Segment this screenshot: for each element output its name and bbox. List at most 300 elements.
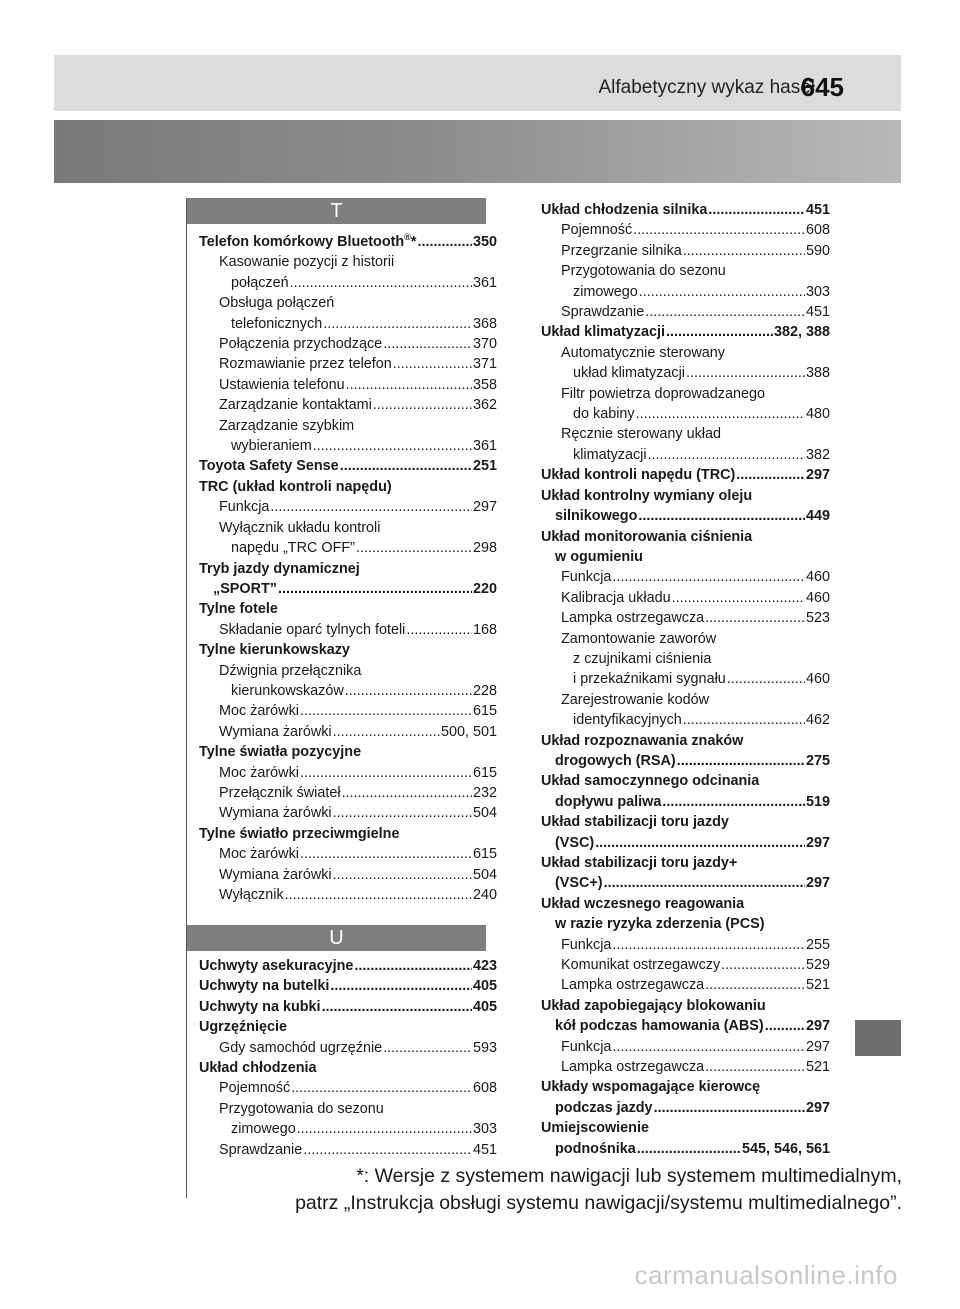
page-reference: 297 — [805, 834, 830, 851]
page-reference: 529 — [805, 957, 830, 974]
index-entry — [199, 865, 497, 885]
entry-label: Układ rozpoznawania znaków — [541, 732, 744, 749]
entry-label: Sprawdzanie — [561, 304, 645, 321]
page-reference: 358 — [472, 376, 497, 393]
index-entry — [199, 1119, 497, 1139]
index-column-right — [541, 200, 830, 1159]
index-entry — [541, 465, 830, 485]
page-reference: 500, 501 — [440, 723, 497, 740]
page-reference: 593 — [472, 1039, 497, 1056]
page-reference: 297 — [805, 1099, 830, 1116]
entry-label: TRC (układ kontroli napędu) — [199, 478, 392, 495]
page-reference: 168 — [472, 621, 497, 638]
entry-label: Tryb jazdy dynamicznej — [199, 560, 360, 577]
page-reference: 615 — [472, 764, 497, 781]
entry-label: w ogumieniu — [555, 548, 643, 565]
entry-label: układ klimatyzacji — [573, 365, 685, 382]
entry-label: Wyłącznik — [219, 887, 284, 903]
leader-dots — [765, 1016, 805, 1036]
leader-dots — [333, 865, 472, 885]
index-entry — [541, 241, 830, 261]
entry-label: Połączenia przychodzące — [219, 336, 383, 353]
entry-label: Funkcja — [561, 936, 612, 953]
index-entry — [541, 343, 830, 363]
entry-label: Moc żarówki — [219, 703, 299, 720]
index-entry — [541, 649, 830, 669]
index-entry — [199, 976, 497, 996]
index-entry — [541, 588, 830, 608]
entry-label: Wymiana żarówki — [219, 866, 332, 883]
index-entry — [199, 620, 497, 640]
page-reference: 275 — [805, 752, 830, 769]
index-entry — [541, 322, 830, 342]
entry-label: Pojemność — [219, 1080, 291, 1097]
entry-label: i przekaźnikami sygnału — [573, 671, 726, 688]
leader-dots — [291, 1078, 472, 1098]
page-reference: 451 — [805, 304, 830, 321]
leader-dots — [300, 763, 472, 783]
page-reference: 220 — [472, 580, 497, 597]
page-reference: 303 — [472, 1121, 497, 1138]
leader-dots — [683, 241, 805, 261]
leader-dots — [705, 608, 805, 628]
entry-label: Dźwignia przełącznika — [219, 662, 362, 679]
index-entry — [541, 894, 830, 914]
page-reference: 615 — [472, 846, 497, 863]
entry-label: Układ monitorowania ciśnienia — [541, 528, 753, 545]
leader-dots — [383, 334, 472, 354]
page-reference: 371 — [472, 356, 497, 373]
leader-dots — [300, 701, 472, 721]
index-entry — [541, 629, 830, 649]
entry-label: Wymiana żarówki — [219, 723, 332, 740]
leader-dots — [648, 445, 805, 465]
leader-dots — [708, 200, 805, 220]
entry-label: kierunkowskazów — [231, 682, 344, 699]
leader-dots — [406, 620, 472, 640]
index-entry — [541, 506, 830, 526]
entry-label: Tylne fotele — [199, 601, 278, 618]
entry-label: Obsługa połączeń — [219, 295, 335, 312]
entry-label: Gdy samochód ugrzęźnie — [219, 1039, 383, 1056]
entry-label: Układy wspomagające kierowcę — [541, 1079, 761, 1096]
index-entry — [541, 1057, 830, 1077]
index-entry — [199, 1058, 497, 1078]
index-column-u — [199, 956, 497, 1160]
leader-dots — [285, 885, 472, 905]
page-reference: 361 — [472, 438, 497, 455]
leader-dots — [672, 588, 805, 608]
index-entry — [541, 833, 830, 853]
page-reference: 523 — [805, 610, 830, 627]
index-entry — [199, 681, 497, 701]
entry-label: Układ klimatyzacji — [541, 324, 665, 341]
entry-label: silnikowego — [555, 508, 638, 525]
index-entry — [199, 803, 497, 823]
entry-label: klimatyzacji — [573, 446, 647, 463]
entry-label: Przygotowania do sezonu — [219, 1100, 384, 1117]
leader-dots — [333, 803, 472, 823]
index-entry — [541, 996, 830, 1016]
index-entry — [199, 273, 497, 293]
page-reference: 423 — [472, 958, 497, 974]
registered-mark: ® — [404, 232, 411, 243]
page-number: 645 — [800, 72, 844, 102]
entry-label: Układ stabilizacji toru jazdy — [541, 814, 729, 831]
leader-dots — [393, 354, 472, 374]
index-entry — [199, 354, 497, 374]
entry-label: Funkcja — [561, 1038, 612, 1055]
index-entry — [541, 567, 830, 587]
index-entry — [199, 997, 497, 1017]
leader-dots — [612, 567, 805, 587]
index-entry — [541, 792, 830, 812]
page-reference: 608 — [472, 1080, 497, 1097]
page-reference: 298 — [472, 540, 497, 557]
index-entry — [541, 527, 830, 547]
leader-dots — [278, 579, 472, 599]
leader-dots — [297, 1119, 472, 1139]
entry-label: Kasowanie pozycji z historii — [219, 254, 395, 271]
index-entry — [541, 751, 830, 771]
leader-dots — [662, 792, 805, 812]
entry-label: dopływu paliwa — [555, 793, 662, 810]
entry-label: Układ chłodzenia — [199, 1060, 317, 1077]
entry-label: Zamontowanie zaworów — [561, 630, 717, 647]
index-entry — [541, 363, 830, 383]
leader-dots — [736, 465, 805, 485]
index-entry — [541, 935, 830, 955]
index-entry — [199, 956, 497, 976]
index-entry — [199, 661, 497, 681]
entry-label: Automatycznie sterowany — [561, 344, 725, 361]
page-reference: 297 — [472, 499, 497, 516]
entry-label: Filtr powietrza doprowadzanego — [561, 385, 765, 402]
index-entry — [541, 1016, 830, 1036]
leader-dots — [417, 232, 472, 252]
entry-label: Uchwyty na butelki — [199, 978, 330, 995]
entry-label: Składanie oparć tylnych foteli — [219, 621, 406, 638]
index-entry — [541, 1118, 830, 1138]
entry-label: „SPORT” — [213, 580, 277, 597]
index-entry — [199, 1017, 497, 1037]
leader-dots — [313, 436, 472, 456]
index-entry — [541, 669, 830, 689]
entry-label: Lampka ostrzegawcza — [561, 1059, 705, 1076]
page-reference: 350 — [472, 234, 497, 250]
index-entry — [541, 200, 830, 220]
page-reference: 545, 546, 561 — [741, 1140, 830, 1157]
leader-dots — [666, 322, 773, 342]
page-reference: 504 — [472, 805, 497, 822]
index-entry — [199, 456, 497, 476]
leader-dots — [677, 751, 805, 771]
entry-label: Tylne światła pozycyjne — [199, 744, 362, 761]
leader-dots — [639, 282, 805, 302]
page-reference: 362 — [472, 397, 497, 414]
index-entry — [199, 395, 497, 415]
entry-label: podnośnika — [555, 1140, 636, 1157]
footnote-asterisk: * — [410, 234, 417, 250]
page-reference: 615 — [472, 703, 497, 720]
entry-label: w razie ryzyka zderzenia (PCS) — [555, 916, 765, 933]
page-reference: 228 — [472, 682, 497, 699]
entry-label: Układ samoczynnego odcinania — [541, 773, 760, 790]
page-reference: 460 — [805, 671, 830, 688]
page-reference: 361 — [472, 274, 497, 291]
index-entry — [199, 293, 497, 313]
index-entry — [541, 955, 830, 975]
leader-dots — [721, 955, 805, 975]
page-reference: 480 — [805, 406, 830, 423]
page-reference: 451 — [805, 202, 830, 218]
index-entry — [199, 885, 497, 905]
entry-label: Moc żarówki — [219, 764, 299, 781]
entry-label: Funkcja — [561, 569, 612, 586]
leader-dots — [303, 1140, 472, 1160]
entry-label: Przygotowania do sezonu — [561, 263, 726, 280]
index-entry — [541, 384, 830, 404]
leader-dots — [612, 1037, 805, 1057]
page-reference: 405 — [472, 998, 497, 1015]
index-entry — [541, 547, 830, 567]
index-entry — [199, 1038, 497, 1058]
index-column-t — [199, 232, 497, 905]
index-entry — [199, 252, 497, 272]
section-header-u: U — [187, 925, 486, 951]
index-entry — [199, 599, 497, 619]
index-entry — [199, 701, 497, 721]
index-entry — [541, 1037, 830, 1057]
index-entry — [541, 1139, 830, 1159]
leader-dots — [354, 956, 472, 976]
entry-label: Układ zapobiegający blokowaniu — [541, 997, 766, 1014]
index-entry — [199, 783, 497, 803]
leader-dots — [333, 722, 440, 742]
page-reference: 297 — [805, 875, 830, 892]
index-entry — [199, 742, 497, 762]
leader-dots — [633, 220, 805, 240]
entry-label: Zarządzanie szybkim — [219, 417, 355, 434]
index-entry — [199, 824, 497, 844]
entry-label: Przełącznik świateł — [219, 784, 341, 801]
page-reference: 368 — [472, 315, 497, 332]
leader-dots — [686, 363, 805, 383]
index-entry — [199, 416, 497, 436]
index-entry — [199, 640, 497, 660]
entry-label: połączeń — [231, 274, 289, 291]
entry-label: zimowego — [573, 283, 638, 300]
footnote-line-2: patrz „Instrukcja obsługi systemu nawigacji/systemu multimedialnego”. — [295, 1192, 902, 1214]
thumb-tab — [855, 1020, 901, 1056]
entry-label: Rozmawianie przez telefon — [219, 356, 392, 373]
index-entry — [199, 1140, 497, 1160]
entry-label: Wymiana żarówki — [219, 805, 332, 822]
page-reference: 297 — [805, 1018, 830, 1035]
leader-dots — [342, 783, 472, 803]
page-reference: 251 — [472, 458, 497, 475]
index-entry — [541, 424, 830, 444]
leader-dots — [346, 375, 472, 395]
index-entry — [199, 497, 497, 517]
page-reference: 255 — [805, 936, 830, 953]
index-entry — [199, 1078, 497, 1098]
chapter-banner — [54, 120, 901, 183]
index-entry — [199, 232, 497, 252]
index-entry — [541, 853, 830, 873]
index-entry — [541, 486, 830, 506]
entry-label: (VSC+) — [555, 875, 603, 892]
leader-dots — [345, 681, 472, 701]
index-entry — [541, 771, 830, 791]
index-entry — [199, 375, 497, 395]
page-reference: 303 — [805, 283, 830, 300]
leader-dots — [683, 710, 805, 730]
entry-label: Kalibracja układu — [561, 589, 671, 606]
entry-label: drogowych (RSA) — [555, 752, 676, 769]
entry-label: Ręcznie sterowany układ — [561, 426, 721, 443]
entry-label: Układ chłodzenia silnika — [541, 202, 708, 218]
page-reference: 388 — [805, 365, 830, 382]
page-reference: 382 — [805, 446, 830, 463]
page-reference: 462 — [805, 712, 830, 729]
page-reference: 460 — [805, 589, 830, 606]
watermark: carmanualsonline.info — [634, 1260, 898, 1290]
index-entry — [199, 559, 497, 579]
page-reference: 608 — [805, 222, 830, 239]
index-entry — [199, 1099, 497, 1119]
entry-label: z czujnikami ciśnienia — [573, 650, 712, 667]
leader-dots — [270, 497, 472, 517]
leader-dots — [340, 456, 472, 476]
page-reference: 504 — [472, 866, 497, 883]
index-entry — [541, 1077, 830, 1097]
entry-label: Lampka ostrzegawcza — [561, 977, 705, 994]
index-entry — [541, 812, 830, 832]
index-entry — [199, 518, 497, 538]
page-reference: 370 — [472, 336, 497, 353]
index-entry — [541, 302, 830, 322]
index-entry — [199, 477, 497, 497]
page-reference: 460 — [805, 569, 830, 586]
leader-dots — [705, 1057, 805, 1077]
entry-label: Układ wczesnego reagowania — [541, 895, 745, 912]
entry-label: Wyłącznik układu kontroli — [219, 519, 381, 536]
page-reference: 297 — [805, 467, 830, 484]
index-entry — [541, 220, 830, 240]
footnote-line-1: *: Wersje z systemem nawigacji lub systemem multimedialnym, — [356, 1165, 902, 1187]
entry-label: zimowego — [231, 1121, 296, 1138]
index-entry — [541, 261, 830, 281]
leader-dots — [705, 975, 805, 995]
page-reference: 519 — [805, 793, 830, 810]
entry-label: Toyota Safety Sense — [199, 458, 339, 475]
entry-label: telefonicznych — [231, 315, 323, 332]
index-entry — [541, 914, 830, 934]
index-entry — [199, 436, 497, 456]
index-entry — [541, 445, 830, 465]
entry-label: do kabiny — [573, 406, 635, 423]
leader-dots — [595, 833, 805, 853]
index-entry — [541, 1098, 830, 1118]
entry-label: Zarządzanie kontaktami — [219, 397, 372, 414]
section-header-t: T — [187, 198, 486, 224]
index-entry — [199, 722, 497, 742]
entry-label: Zarejestrowanie kodów — [561, 691, 709, 708]
entry-label: Tylne światło przeciwmgielne — [199, 825, 400, 842]
leader-dots — [322, 997, 472, 1017]
leader-dots — [373, 395, 472, 415]
index-entry — [199, 844, 497, 864]
index-entry — [199, 334, 497, 354]
leader-dots — [637, 1139, 741, 1159]
leader-dots — [604, 873, 805, 893]
leader-dots — [383, 1038, 472, 1058]
entry-label: (VSC) — [555, 834, 595, 851]
page-reference: 232 — [472, 784, 497, 801]
leader-dots — [290, 273, 472, 293]
index-entry — [199, 763, 497, 783]
leader-dots — [727, 669, 805, 689]
leader-dots — [330, 976, 472, 996]
leader-dots — [645, 302, 805, 322]
entry-label: Umiejscowienie — [541, 1120, 649, 1137]
entry-label: kół podczas hamowania (ABS) — [555, 1018, 764, 1035]
page-reference: 297 — [805, 1038, 830, 1055]
entry-label: Moc żarówki — [219, 846, 299, 863]
entry-label: Ustawienia telefonu — [219, 376, 345, 393]
index-entry — [541, 690, 830, 710]
column-divider — [186, 198, 187, 1198]
entry-label: identyfikacyjnych — [573, 712, 682, 729]
page-reference: 521 — [805, 1059, 830, 1076]
page-reference: 240 — [472, 887, 497, 903]
entry-label: Układ stabilizacji toru jazdy+ — [541, 855, 738, 871]
entry-label: napędu „TRC OFF” — [231, 540, 355, 557]
index-entry — [541, 608, 830, 628]
entry-label: Układ kontrolny wymiany oleju — [541, 487, 753, 504]
entry-label: Układ kontroli napędu (TRC) — [541, 467, 736, 484]
index-entry — [541, 975, 830, 995]
entry-label: Przegrzanie silnika — [561, 242, 682, 259]
index-entry — [541, 404, 830, 424]
entry-label: Komunikat ostrzegawczy — [561, 957, 721, 974]
page-reference: 405 — [472, 978, 497, 995]
entry-label: Pojemność — [561, 222, 633, 239]
header-title: Alfabetyczny wykaz haseł — [598, 77, 815, 98]
entry-label: Uchwyty na kubki — [199, 998, 321, 1015]
page-reference: 449 — [805, 508, 830, 525]
page-reference: 590 — [805, 242, 830, 259]
index-entry — [199, 314, 497, 334]
index-entry — [199, 579, 497, 599]
index-entry — [541, 873, 830, 893]
entry-label: Uchwyty asekuracyjne — [199, 958, 354, 974]
entry-label: wybieraniem — [231, 438, 312, 455]
index-entry — [199, 538, 497, 558]
page-reference: 382, 388 — [773, 324, 830, 341]
entry-label: Lampka ostrzegawcza — [561, 610, 705, 627]
leader-dots — [300, 844, 472, 864]
leader-dots — [356, 538, 472, 558]
leader-dots — [636, 404, 805, 424]
index-entry — [541, 731, 830, 751]
entry-label: Funkcja — [219, 499, 270, 516]
entry-label: podczas jazdy — [555, 1099, 653, 1116]
leader-dots — [323, 314, 472, 334]
page-reference: 451 — [472, 1141, 497, 1158]
leader-dots — [612, 935, 805, 955]
